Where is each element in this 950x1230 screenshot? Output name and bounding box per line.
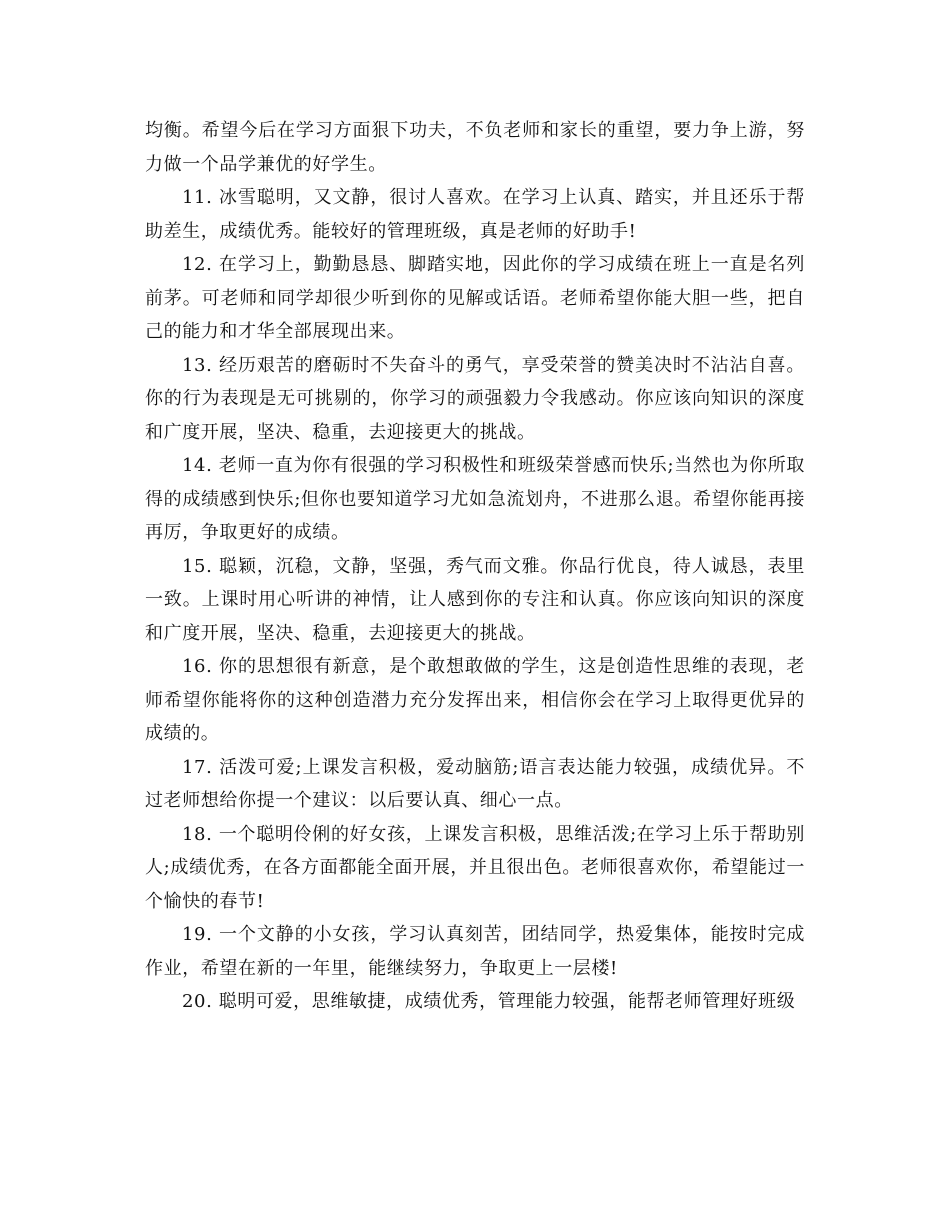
paragraph-comment-13: 13. 经历艰苦的磨砺时不失奋斗的勇气，享受荣誉的赞美决时不沾沾自喜。你的行为表现是无可挑剔的，你学习的顽强毅力令我感动。你应该向知识的深度和广度开展，坚决、稳重，去迎接更大的挑战。 [145,354,805,443]
paragraph-comment-11: 11. 冰雪聪明，又文静，很讨人喜欢。在学习上认真、踏实，并且还乐于帮助差生，成绩优秀。能较好的管理班级，真是老师的好助手! [145,187,805,242]
paragraph-comment-16: 16. 你的思想很有新意，是个敢想敢做的学生，这是创造性思维的表现，老师希望你能将你的这种创造潜力充分发挥出来，相信你会在学习上取得更优异的成绩的。 [145,656,805,744]
paragraph-comment-20: 20. 聪明可爱，思维敏捷，成绩优秀，管理能力较强，能帮老师管理好班级 [182,991,796,1012]
paragraph-continued: 均衡。希望今后在学习方面狠下功夫，不负老师和家长的重望，要力争上游，努力做一个品学兼优的好学生。 [145,120,805,175]
paragraph-comment-17: 17. 活泼可爱;上课发言积极，爱动脑筋;语言表达能力较强，成绩优异。不过老师想给你提一个建议：以后要认真、细心一点。 [145,756,805,811]
paragraph-comment-18: 18. 一个聪明伶俐的好女孩，上课发言积极，思维活泼;在学习上乐于帮助别人;成绩优秀，在各方面都能全面开展，并且很出色。老师很喜欢你，希望能过一个愉快的春节! [145,823,805,912]
paragraph-comment-12: 12. 在学习上，勤勤恳恳、脚踏实地，因此你的学习成绩在班上一直是名列前茅。可老师和同学却很少听到你的见解或话语。老师希望你能大胆一些，把自己的能力和才华全部展现出来。 [145,254,805,342]
paragraph-comment-15: 15. 聪颖，沉稳，文静，坚强，秀气而文雅。你品行优良，待人诚恳，表里一致。上课时用心听讲的神情，让人感到你的专注和认真。你应该向知识的深度和广度开展，坚决、稳重，去迎接更大的挑战。 [145,555,805,644]
document-body [145,114,805,1019]
paragraph-comment-14: 14. 老师一直为你有很强的学习积极性和班级荣誉感而快乐;当然也为你所取得的成绩感到快乐;但你也要知道学习尤如急流划舟，不进那么退。希望你能再接再厉，争取更好的成绩。 [145,455,805,543]
paragraph-comment-19: 19. 一个文静的小女孩，学习认真刻苦，团结同学，热爱集体，能按时完成作业，希望在新的一年里，能继续努力，争取更上一层楼! [145,924,805,979]
